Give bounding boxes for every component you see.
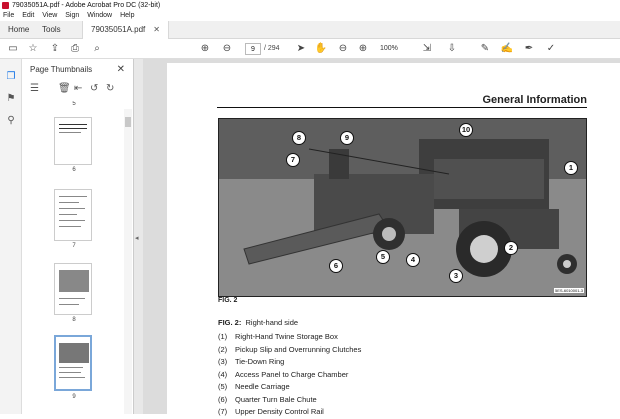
callout-6: 6: [329, 259, 343, 273]
close-panel-icon[interactable]: ✕: [116, 64, 125, 75]
collapse-arrow-icon[interactable]: ◂: [135, 235, 139, 242]
callout-1: 1: [564, 161, 578, 175]
callout-3: 3: [449, 269, 463, 283]
legend-item: (1) Right-Hand Twine Storage Box: [218, 332, 338, 341]
caption-label: FIG. 2:: [218, 318, 242, 327]
options-menu-icon[interactable]: ☰: [30, 83, 39, 94]
comment-icon[interactable]: ✎: [480, 43, 490, 54]
thumbnail-tools: [22, 81, 134, 99]
menu-window[interactable]: Window: [87, 12, 113, 19]
draw-icon[interactable]: ✒: [524, 43, 534, 54]
page-total: / 294: [264, 45, 280, 52]
thumbnails-icon[interactable]: ❐: [6, 71, 16, 82]
title-bar: [0, 0, 620, 11]
callout-5: 5: [376, 250, 390, 264]
pdf-page: [167, 63, 620, 414]
hand-tool-icon[interactable]: ✋: [314, 43, 328, 54]
extract-page-icon[interactable]: ⇤: [74, 83, 83, 94]
print-icon[interactable]: ⎙: [71, 43, 79, 54]
thumbnail-list: [22, 101, 126, 414]
panel-title: Page Thumbnails: [30, 65, 93, 74]
callout-7: 7: [286, 153, 300, 167]
page-number-input[interactable]: 9: [245, 43, 261, 55]
window-title: 79035051A.pdf - Adobe Acrobat Pro DC (32-bit): [12, 2, 161, 9]
select-arrow-icon[interactable]: ➤: [296, 43, 306, 54]
toolbar: [0, 39, 620, 59]
bookmarks-icon[interactable]: ⚑: [6, 93, 16, 104]
image-code: 5ES-6010001-3: [554, 288, 583, 293]
legend-item: (2) Pickup Slip and Overrunning Clutches: [218, 344, 362, 354]
tab-document[interactable]: [82, 21, 169, 39]
tab-tools[interactable]: Tools: [42, 25, 61, 34]
thumb-label: 5: [72, 101, 76, 107]
tab-document-label: 79035051A.pdf: [91, 25, 146, 34]
thumb-label: 7: [72, 243, 76, 249]
search-icon[interactable]: ⌕: [94, 43, 100, 54]
callout-4: 4: [406, 253, 420, 267]
tab-bar: [0, 21, 620, 39]
save-icon[interactable]: ▭: [8, 43, 18, 54]
thumb-label: 9: [72, 394, 76, 400]
legend-item: (6) Quarter Turn Bale Chute: [218, 394, 317, 404]
thumbnail-page-8[interactable]: [54, 263, 92, 315]
rotate-cw-icon[interactable]: ↻: [106, 83, 115, 94]
thumbnail-scrollbar[interactable]: [124, 109, 132, 414]
left-nav-rail: [0, 59, 22, 414]
callout-2: 2: [504, 241, 518, 255]
thumbnail-page-7[interactable]: [54, 189, 92, 241]
document-viewport[interactable]: [143, 59, 620, 414]
page-thumbnails-panel: [22, 59, 134, 414]
collapse-panel-handle[interactable]: [134, 59, 143, 414]
legend-item: (5) Needle Carriage: [218, 382, 290, 391]
attachments-icon[interactable]: ⚲: [7, 115, 15, 126]
caption-text: Right-hand side: [245, 318, 299, 327]
bookmark-star-icon[interactable]: ☆: [28, 43, 38, 54]
acrobat-icon: [2, 2, 9, 9]
callout-8: 8: [292, 131, 306, 145]
menu-bar: [0, 11, 620, 21]
menu-help[interactable]: Help: [120, 12, 135, 19]
legend-item: (7) Upper Density Control Rail: [218, 407, 324, 416]
legend-item: (4) Access Panel to Charge Chamber: [218, 369, 349, 379]
baler-illustration: [219, 119, 587, 297]
tab-home[interactable]: Home: [8, 25, 30, 34]
legend-list: [218, 331, 518, 419]
figure-caption: [218, 318, 298, 327]
zoom-in-icon[interactable]: ⊕: [358, 43, 368, 54]
menu-edit[interactable]: Edit: [22, 12, 35, 19]
figure-label: FIG. 2: [218, 297, 238, 304]
zoom-out-icon[interactable]: ⊖: [338, 43, 348, 54]
baler-photo: [218, 118, 587, 297]
menu-view[interactable]: View: [42, 12, 58, 19]
page-heading: General Information: [217, 94, 587, 108]
thumb-label: 6: [72, 167, 76, 173]
thumb-label: 8: [72, 317, 76, 323]
thumbnail-page-6[interactable]: [54, 117, 92, 165]
fit-page-icon[interactable]: ⇲: [422, 43, 432, 54]
thumbnail-page-9[interactable]: [54, 335, 92, 391]
callout-9: 9: [340, 131, 354, 145]
menu-file[interactable]: File: [3, 12, 15, 19]
legend-item: (3) Tie-Down Ring: [218, 357, 285, 366]
menu-sign[interactable]: Sign: [65, 12, 80, 19]
highlight-icon[interactable]: ✍: [500, 43, 514, 54]
close-tab-icon[interactable]: ✕: [153, 25, 160, 34]
scroll-mode-icon[interactable]: ⇩: [447, 43, 457, 54]
delete-page-icon[interactable]: 🗑: [58, 83, 71, 94]
next-page-icon[interactable]: ⊖: [222, 43, 232, 54]
callout-10: 10: [459, 123, 473, 137]
upload-icon[interactable]: ⇪: [50, 43, 60, 54]
rotate-ccw-icon[interactable]: ↺: [90, 83, 99, 94]
zoom-level[interactable]: 100%: [380, 45, 398, 52]
previous-page-icon[interactable]: ⊕: [200, 43, 210, 54]
sign-icon[interactable]: ✓: [546, 43, 556, 54]
